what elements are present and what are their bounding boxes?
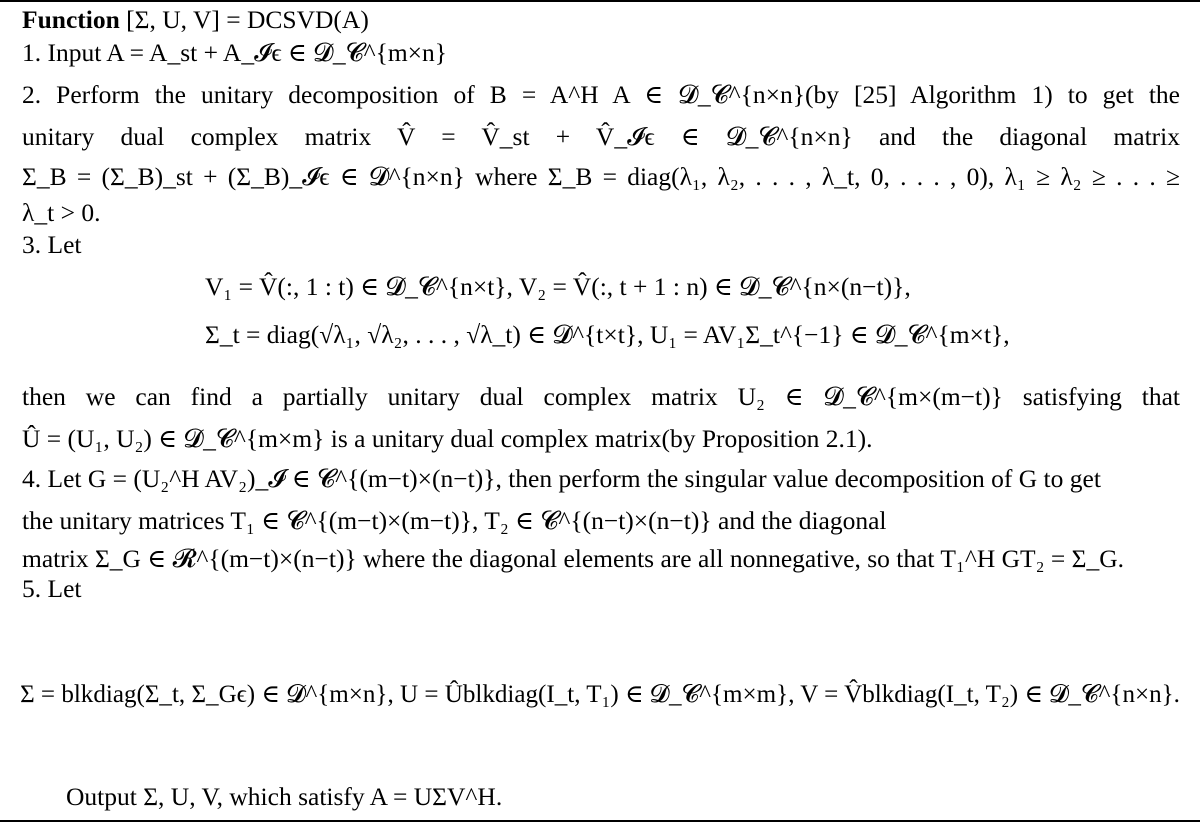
step-2-line-3: Σ_B = (Σ_B)_st + (Σ_B)_𝓘ϵ ∈ 𝓓^{n×n} where Σ_B = diag(λ₁, λ₂, . . . , λ_t, 0, . . . , 0), λ₁ ≥ λ₂ ≥ . . . ≥ xyxy=(22,162,1180,191)
step-3-line-1: then we can find a partially unitary dual complex matrix U₂ ∈ 𝓓_𝓒^{m×(m−t)} satisfying that xyxy=(22,382,1180,411)
function-header xyxy=(22,5,369,35)
step-4-line-2: the unitary matrices T₁ ∈ 𝓒^{(m−t)×(m−t)}, T₂ ∈ 𝓒^{(n−t)×(n−t)} and the diagonal xyxy=(22,506,887,535)
bottom-rule xyxy=(0,820,1200,822)
step-3-label: 3. Let xyxy=(22,230,82,259)
step-3-equation-1: V₁ = V̂(:, 1 : t) ∈ 𝓓_𝓒^{n×t}, V₂ = V̂(:, t + 1 : n) ∈ 𝓓_𝓒^{n×(n−t)}, xyxy=(205,272,911,301)
step-1: 1. Input A = A_st + A_𝓘ϵ ∈ 𝓓_𝓒^{m×n} xyxy=(22,38,448,67)
step-4-line-1: 4. Let G = (U₂^H AV₂)_𝓘 ∈ 𝓒^{(m−t)×(n−t)}, then perform the singular value decomposition of G to get xyxy=(22,464,1101,493)
step-5-label: 5. Let xyxy=(22,574,82,603)
function-keyword: Function xyxy=(22,5,120,34)
step-3-line-2: Û = (U₁, U₂) ∈ 𝓓_𝓒^{m×m} is a unitary dual complex matrix(by Proposition 2.1). xyxy=(22,424,873,453)
step-2-line-4: λ_t > 0. xyxy=(22,198,101,227)
step-3-equation-2: Σ_t = diag(√λ₁, √λ₂, . . . , √λ_t) ∈ 𝓓^{t×t}, U₁ = AV₁Σ_t^{−1} ∈ 𝓓_𝓒^{m×t}, xyxy=(205,320,1010,349)
step-4-line-3: matrix Σ_G ∈ 𝓡^{(m−t)×(n−t)} where the diagonal elements are all nonnegative, so that T₁^H GT₂ = Σ_G. xyxy=(22,544,1125,573)
top-rule xyxy=(0,0,1200,2)
function-signature: [Σ, U, V] = DCSVD(A) xyxy=(119,5,369,34)
step-2-line-2: unitary dual complex matrix V̂ = V̂_st + V̂_𝓘ϵ ∈ 𝓓_𝓒^{n×n} and the diagonal matrix xyxy=(22,122,1180,151)
step-2-line-1: 2. Perform the unitary decomposition of B = A^H A ∈ 𝓓_𝓒^{n×n}(by [25] Algorithm 1) to get the xyxy=(22,80,1180,109)
output-line: Output Σ, U, V, which satisfy A = UΣV^H. xyxy=(66,782,503,811)
step-5-equation: Σ = blkdiag(Σ_t, Σ_Gϵ) ∈ 𝓓^{m×n}, U = Ûblkdiag(I_t, T₁) ∈ 𝓓_𝓒^{m×m}, V = V̂blkdiag(I_t, T₂) ∈ 𝓓_𝓒^{n×n}. xyxy=(20,681,1180,708)
